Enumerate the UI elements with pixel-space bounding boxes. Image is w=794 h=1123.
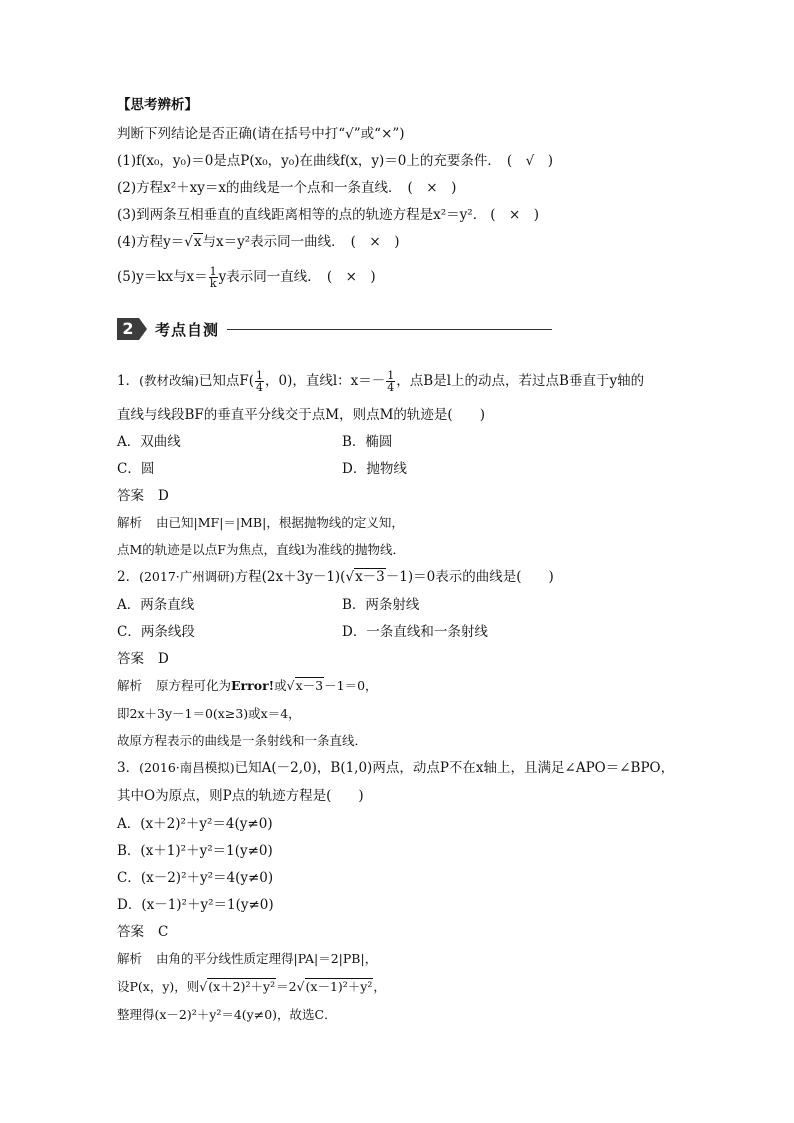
q1-stem-line1: 1．(教材改编)已知点F( $\frac{1}{4}$ ，0)，直线l：x＝－ $\frac{1}{4}$ ，点B是l上的动点，若过点B垂直于y轴的 xyxy=(117,369,645,394)
judgement-mark: ( × ) xyxy=(326,269,376,285)
q3-stem-line2: 其中O为原点，则P点的轨迹方程是( ) xyxy=(117,788,364,804)
q1-option-a: A．双曲线 xyxy=(117,434,181,450)
section-title: 考点自测 xyxy=(155,321,220,339)
q1-analysis-line2: 点M的轨迹是以点F为焦点，直线l为准线的抛物线． xyxy=(117,542,405,557)
q2-option-c: C．两条线段 xyxy=(117,624,195,640)
think-item-2: (2)方程x²＋xy＝x的曲线是一个点和一条直线． ( × ) xyxy=(117,180,457,196)
think-item-3: (3)到两条互相垂直的直线距离相等的点的轨迹方程是x²＝y²． ( × ) xyxy=(117,207,540,223)
judgement-mark: ( √ ) xyxy=(506,153,553,169)
q1-analysis-line1: 解析 由已知|MF|＝|MB|，根据抛物线的定义知， xyxy=(117,515,404,530)
section-divider xyxy=(227,329,552,330)
q1-option-d: D．抛物线 xyxy=(342,461,407,477)
q1-option-c: C．圆 xyxy=(117,461,155,477)
sqrt-radicand: x xyxy=(193,234,202,250)
fraction: $\frac{1}{4}$ xyxy=(387,369,395,394)
badge-arrow-icon xyxy=(139,318,147,340)
q3-stem-line1: 3．(2016·南昌模拟)已知A(－2,0)，B(1,0)两点，动点P不在x轴上，且满足∠APO＝∠BPO， xyxy=(117,760,675,776)
q2-analysis-line3: 故原方程表示的曲线是一条射线和一条直线． xyxy=(117,733,368,748)
think-heading: 【思考辨析】 xyxy=(117,97,198,113)
q2-option-a: A．两条直线 xyxy=(117,597,195,613)
fraction: $\frac{1}{4}$ xyxy=(256,369,263,394)
error-text: Error! xyxy=(231,678,275,693)
q3-option-b: B．(x＋1)²＋y²＝1(y≠0) xyxy=(117,843,273,859)
q2-option-d: D．一条直线和一条射线 xyxy=(342,624,488,640)
q2-analysis-line2: 即2x＋3y－1＝0(x≥3)或x＝4， xyxy=(117,706,301,721)
section-header xyxy=(117,318,437,340)
section-number-badge: 2 xyxy=(117,318,139,340)
q1-answer: 答案 D xyxy=(117,488,169,504)
q2-analysis-line1: 解析 原方程可化为Error!或√x－3－1＝0， xyxy=(117,678,378,693)
q2-stem: 2．(2017·广州调研)方程(2x＋3y－1)(√x－3－1)＝0表示的曲线是( ) xyxy=(117,569,554,585)
q3-option-d: D．(x－1)²＋y²＝1(y≠0) xyxy=(117,897,274,913)
think-intro: 判断下列结论是否正确(请在括号中打“√”或“×”) xyxy=(117,126,405,142)
think-item-1: (1)f(x₀，y₀)＝0是点P(x₀，y₀)在曲线f(x，y)＝0上的充要条件． ( √ ) xyxy=(117,153,553,169)
q2-option-b: B．两条射线 xyxy=(342,597,420,613)
q1-option-b: B．椭圆 xyxy=(342,434,393,450)
q3-option-a: A．(x＋2)²＋y²＝4(y≠0) xyxy=(117,816,273,832)
fraction: $\frac{1}{k}$ xyxy=(209,265,217,290)
q3-answer: 答案 C xyxy=(117,924,169,940)
judgement-mark: ( × ) xyxy=(490,207,540,223)
q3-analysis-line2: 设P(x，y)，则√(x＋2)²＋y²＝2√(x－1)²＋y²， xyxy=(117,979,386,994)
think-item-4: (4)方程y＝√x与x＝y²表示同一曲线． ( × ) xyxy=(117,234,400,250)
q3-option-c: C．(x－2)²＋y²＝4(y≠0) xyxy=(117,870,274,886)
q2-answer: 答案 D xyxy=(117,651,169,667)
judgement-mark: ( × ) xyxy=(350,234,400,250)
q3-analysis-line1: 解析 由角的平分线性质定理得|PA|＝2|PB|， xyxy=(117,951,378,966)
judgement-mark: ( × ) xyxy=(407,180,457,196)
q3-analysis-line3: 整理得(x－2)²＋y²＝4(y≠0)，故选C． xyxy=(117,1007,337,1022)
think-item-5: (5)y＝kx与x＝ $\frac{1}{k}$ y表示同一直线． ( × ) xyxy=(117,265,376,290)
q1-stem-line2: 直线与线段BF的垂直平分线交于点M，则点M的轨迹是( ) xyxy=(117,407,485,423)
